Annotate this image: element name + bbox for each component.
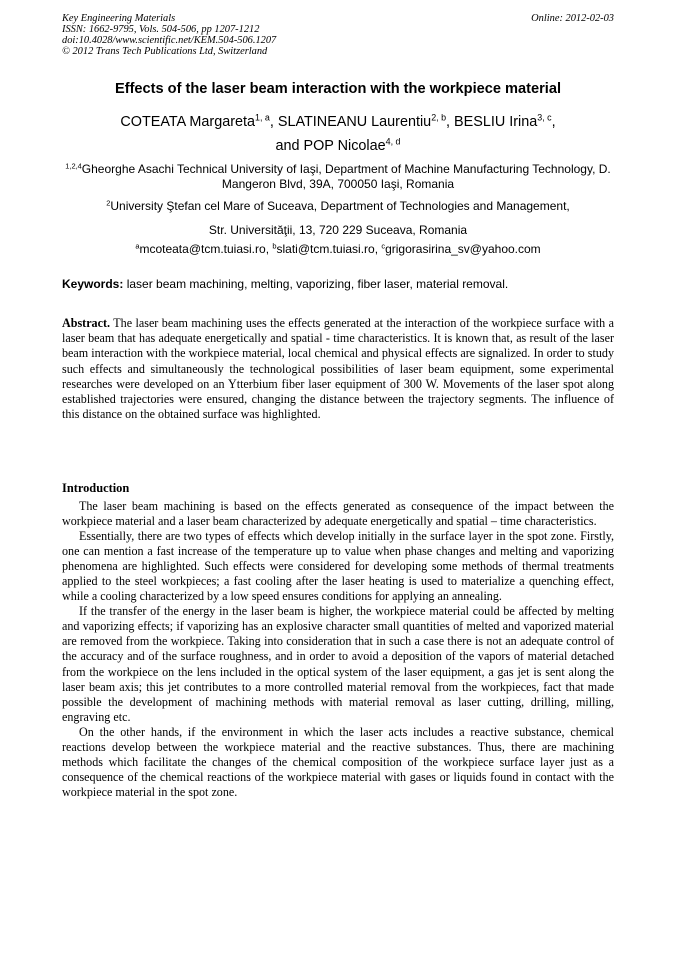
journal-header bbox=[62, 13, 614, 57]
affiliation-2 bbox=[62, 199, 614, 214]
email-address: grigorasirina_sv@yahoo.com bbox=[385, 242, 541, 256]
doi-line: doi:10.4028/www.scientific.net/KEM.504-506.1207 bbox=[62, 35, 277, 46]
author-and: and bbox=[275, 138, 304, 154]
email-list: $^a$mcoteata@tcm.tuiasi.ro, $^b$slati@tcm.tuiasi.ro, $^c$grigorasirina_sv@yahoo.com bbox=[135, 241, 541, 256]
affiliation-sup: 1,2,4 bbox=[65, 161, 82, 171]
author-separator: , bbox=[446, 114, 455, 130]
affiliation-2-address: Str. Universităţii, 13, 720 229 Suceava, Romania bbox=[208, 223, 468, 237]
introduction-body bbox=[62, 499, 614, 800]
email-sup: c bbox=[381, 241, 386, 251]
keywords-text: laser beam machining, melting, vaporizing, fiber laser, material removal. bbox=[126, 277, 509, 291]
paragraph: On the other hands, if the environment in which the laser acts includes a reactive substance, chemical reactions develop between the workpiece material and the reactive substances. Thus, there are machining methods which facilitate the changes of the chemical composition of the workpiece surface layer just as a consequence of the chemical reactions of the workpiece material with gases or liquids found in contact with the workpiece material in the spot zone. bbox=[62, 724, 614, 799]
author-list bbox=[62, 110, 614, 158]
copyright-line: © 2012 Trans Tech Publications Ltd, Switzerland bbox=[62, 46, 268, 57]
author-sup: 2, b bbox=[431, 112, 447, 123]
abstract-label: Abstract. bbox=[62, 316, 111, 330]
introduction-heading: Introduction bbox=[62, 481, 130, 495]
author-sup: 3, c bbox=[537, 112, 552, 123]
email-sup: a bbox=[135, 241, 140, 251]
abstract-text: The laser beam machining uses the effects generated at the interaction of the workpiece surface with a laser beam that has adequate energetically and spatial - time characteristics. It is known that, as result of the laser beam interaction with the workpiece material, local chemical and physical effects are signalized. In order to study such effects and simultaneously the technological possibilities of laser beam equipment, some experimental researches were developed on an Ytterbium fiber laser equipment of 300 W. Movements of the laser spot along established trajectories were ensured, changing the distance between the trajectory segments. The influence of this distance on the obtained surface was highlighted. bbox=[62, 316, 615, 422]
author-sup: 4, d bbox=[385, 136, 401, 147]
author-name: SLATINEANU Laurentiu bbox=[277, 114, 432, 130]
author-separator: , bbox=[551, 114, 556, 130]
paragraph: The laser beam machining is based on the effects generated as consequence of the impact between the workpiece material and a laser beam characterized by adequate energetically and spatial – time characteristics. bbox=[62, 499, 614, 529]
email-address: mcoteata@tcm.tuiasi.ro bbox=[139, 242, 266, 256]
keywords bbox=[62, 277, 614, 292]
abstract bbox=[62, 316, 614, 422]
issn-line: ISSN: 1662-9795, Vols. 504-506, pp 1207-1212 bbox=[62, 24, 260, 35]
keywords-label: Keywords: bbox=[62, 277, 124, 291]
email-address: slati@tcm.tuiasi.ro bbox=[276, 242, 375, 256]
author-name: POP Nicolae bbox=[303, 138, 386, 154]
affiliation-text: University Ştefan cel Mare of Suceava, Department of Technologies and Management, bbox=[110, 199, 570, 213]
paragraph: Essentially, there are two types of effects which develop initially in the surface layer in the spot zone. Firstly, one can mention a fast increase of the temperature up to value when phase changes and melting and vaporizing phenomena are highlighted. Such effects were considered for developing some methods of thermal treatments applied to the steel workpieces; a fast cooling after the laser heating is used to materialize a quenching effect, while a cooling characterized by a low speed ensures conditions for applying an annealing. bbox=[62, 529, 614, 604]
author-separator: , bbox=[269, 114, 278, 130]
author-sup: 1, a bbox=[255, 112, 270, 123]
email-sup: b bbox=[272, 241, 277, 251]
affiliation-1 bbox=[62, 162, 614, 192]
journal-name: Key Engineering Materials bbox=[62, 13, 176, 24]
paragraph: If the transfer of the energy in the laser beam is higher, the workpiece material could be affected by melting and vaporizing effects; if vaporizing has an explosive character small quantities of melted and vaporized material are removed from the workpiece. Taking into consideration that in such a case there is not an adequate control of the accuracy and of the surface roughness, and in order to avoid a deposition of the vapors of material detached from the workpiece on the lens included in the optical system of the laser equipment, a gas jet is sent along the laser beam axis; this jet contributes to a more controlled material removal from the workpieces, fact that made possible the development of machining methods with material removal as laser cutting, drilling, milling, engraving etc. bbox=[62, 604, 614, 724]
author-name: BESLIU Irina bbox=[454, 114, 538, 130]
author-name: COTEATA Margareta bbox=[120, 114, 256, 130]
paper-title: Effects of the laser beam interaction with the workpiece material bbox=[114, 81, 562, 97]
online-date: Online: 2012-02-03 bbox=[531, 13, 614, 24]
affiliation-sup: 2 bbox=[106, 198, 111, 208]
affiliation-text: Gheorghe Asachi Technical University of Iaşi, Department of Machine Manufacturing Technology, D. Mangeron Blvd, 39A, 700050 Iaşi, Romania bbox=[81, 162, 611, 191]
